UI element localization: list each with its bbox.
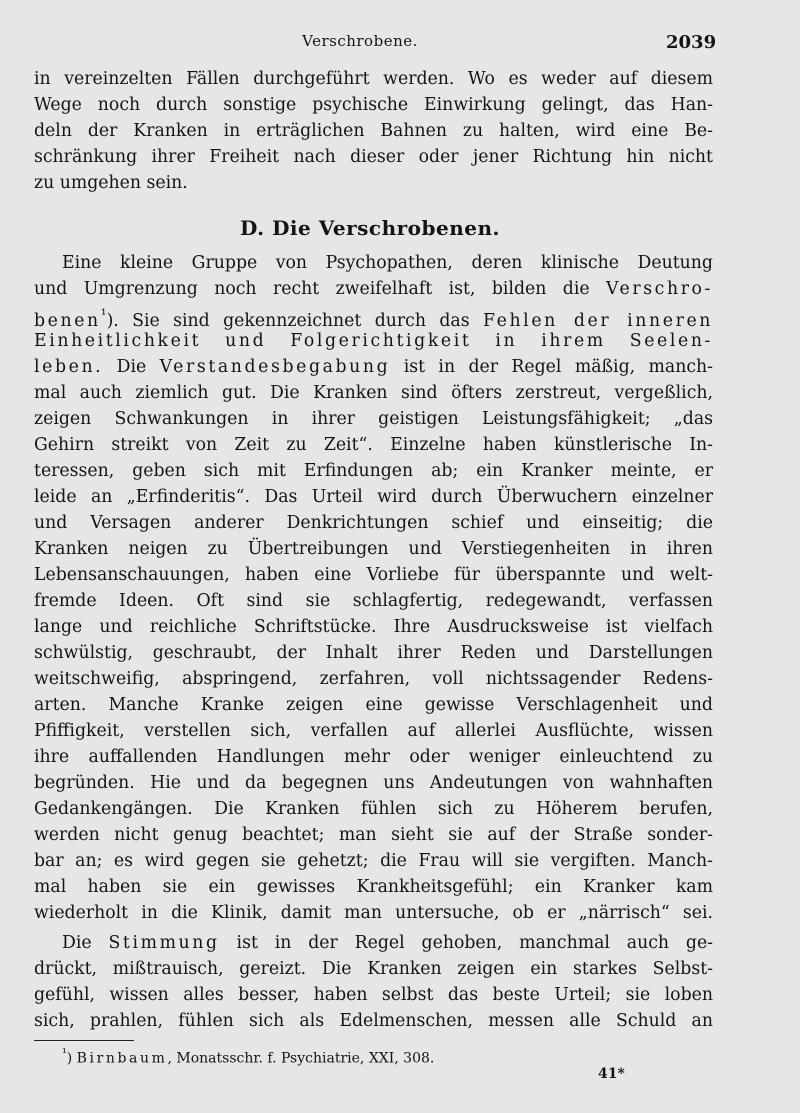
text-line: Gehirn streikt von Zeit zu Zeit“. Einzelne haben künstlerische In- xyxy=(34,435,713,455)
footnote-paren: ) xyxy=(66,1050,73,1067)
text-span: Die xyxy=(116,357,147,377)
footnote-text: , Monatsschr. f. Psychiatrie, XXI, 308. xyxy=(167,1050,435,1067)
text-line: schränkung ihrer Freiheit nach dieser oder jener Richtung hin nicht xyxy=(34,147,713,167)
signature-mark: 41* xyxy=(598,1066,625,1082)
text-line: wiederholt in die Klinik, damit man untersuche, ob er „närrisch“ sei. xyxy=(34,903,713,923)
text-line: fremde Ideen. Oft sind sie schlagfertig, redegewandt, verfassen xyxy=(34,591,713,611)
text-line: mal auch ziemlich gut. Die Kranken sind öfters zerstreut, vergeßlich, xyxy=(34,383,713,403)
footnote-ref: ¹ xyxy=(100,307,107,323)
text-line: gefühl, wissen alles besser, haben selbst das beste Urteil; sie loben xyxy=(34,985,713,1005)
text-line: sich, prahlen, fühlen sich als Edelmenschen, messen alle Schuld an xyxy=(34,1011,713,1031)
section-heading: D. Die Verschrobenen. xyxy=(240,216,500,240)
text-line: ihre auffallenden Handlungen mehr oder weniger einleuchtend zu xyxy=(34,747,713,767)
emphasized-term: Verschro- xyxy=(606,279,713,299)
text-line: deln der Kranken in erträglichen Bahnen zu halten, wird eine Be- xyxy=(34,121,713,141)
text-span: ist in der Regel mäßig, manch- xyxy=(403,357,713,377)
text-line: in vereinzelten Fällen durchgeführt werden. Wo es weder auf diesem xyxy=(34,69,713,89)
emphasized-term: leben. xyxy=(34,357,104,377)
text-line: schwülstig, geschraubt, der Inhalt ihrer Reden und Darstellungen xyxy=(34,643,713,663)
text-line: Wege noch durch sonstige psychische Einwirkung gelingt, das Han- xyxy=(34,95,713,115)
text-line: Pfiffigkeit, verstellen sich, verfallen auf allerlei Ausflüchte, wissen xyxy=(34,721,713,741)
text-line: werden nicht genug beachtet; man sieht sie auf der Straße sonder- xyxy=(34,825,713,845)
text-span: und Umgrenzung noch recht zweifelhaft ist, bilden die xyxy=(34,279,590,299)
emphasized-term: Verstandesbegabung xyxy=(159,357,391,377)
text-line: zu umgehen sein. xyxy=(34,173,188,193)
text-line xyxy=(34,276,713,302)
text-line: bar an; es wird gegen sie gehetzt; die Frau will sie vergiften. Manch- xyxy=(34,851,713,871)
footnote-rule xyxy=(34,1040,134,1041)
text-line: arten. Manche Kranke zeigen eine gewisse Verschlagenheit und xyxy=(34,695,713,715)
footnote-author: Birnbaum xyxy=(76,1050,168,1067)
emphasized-term: benen xyxy=(34,310,101,331)
text-span: ). Sie sind gekennzeichnet durch das xyxy=(106,310,470,331)
text-line: drückt, mißtrauisch, gereizt. Die Kranken zeigen ein starkes Selbst- xyxy=(34,959,713,979)
text-line: begründen. Hie und da begegnen uns Andeutungen von wahnhaften xyxy=(34,773,713,793)
text-line: leide an „Erfinderitis“. Das Urteil wird durch Überwuchern einzelner xyxy=(34,487,713,507)
text-line: teressen, geben sich mit Erfindungen ab; ein Kranker meinte, er xyxy=(34,461,713,481)
text-span: ist in der Regel gehoben, manchmal auch ge- xyxy=(236,933,714,953)
text-span: Die xyxy=(62,933,92,953)
text-line: zeigen Schwankungen in ihrer geistigen Leistungsfähigkeit; „das xyxy=(34,409,713,429)
text-line xyxy=(62,930,713,956)
footnote-marker: ¹ xyxy=(62,1046,67,1060)
text-line: lange und reichliche Schriftstücke. Ihre Ausdrucksweise ist vielfach xyxy=(34,617,713,637)
text-line: weitschweifig, abspringend, zerfahren, voll nichtssagender Redens- xyxy=(34,669,713,689)
text-line: Lebensanschauungen, haben eine Vorliebe für überspannte und welt- xyxy=(34,565,713,585)
footnote xyxy=(62,1043,434,1069)
emphasized-term: Stimmung xyxy=(108,933,220,953)
text-line xyxy=(34,354,713,380)
text-line: Einheitlichkeit und Folgerichtigkeit in ihrem Seelen- xyxy=(34,331,713,351)
text-line: und Versagen anderer Denkrichtungen schief und einseitig; die xyxy=(34,513,713,533)
text-line: mal haben sie ein gewisses Krankheitsgefühl; ein Kranker kam xyxy=(34,877,713,897)
text-line: Eine kleine Gruppe von Psychopathen, deren klinische Deutung xyxy=(62,253,713,273)
page-number: 2039 xyxy=(666,32,717,53)
running-title: Verschrobene. xyxy=(302,32,418,50)
text-line: Kranken neigen zu Übertreibungen und Verstiegenheiten in ihren xyxy=(34,539,713,559)
emphasized-term: Fehlen der inneren xyxy=(482,310,714,331)
text-line: Gedankengängen. Die Kranken fühlen sich zu Höherem berufen, xyxy=(34,799,713,819)
